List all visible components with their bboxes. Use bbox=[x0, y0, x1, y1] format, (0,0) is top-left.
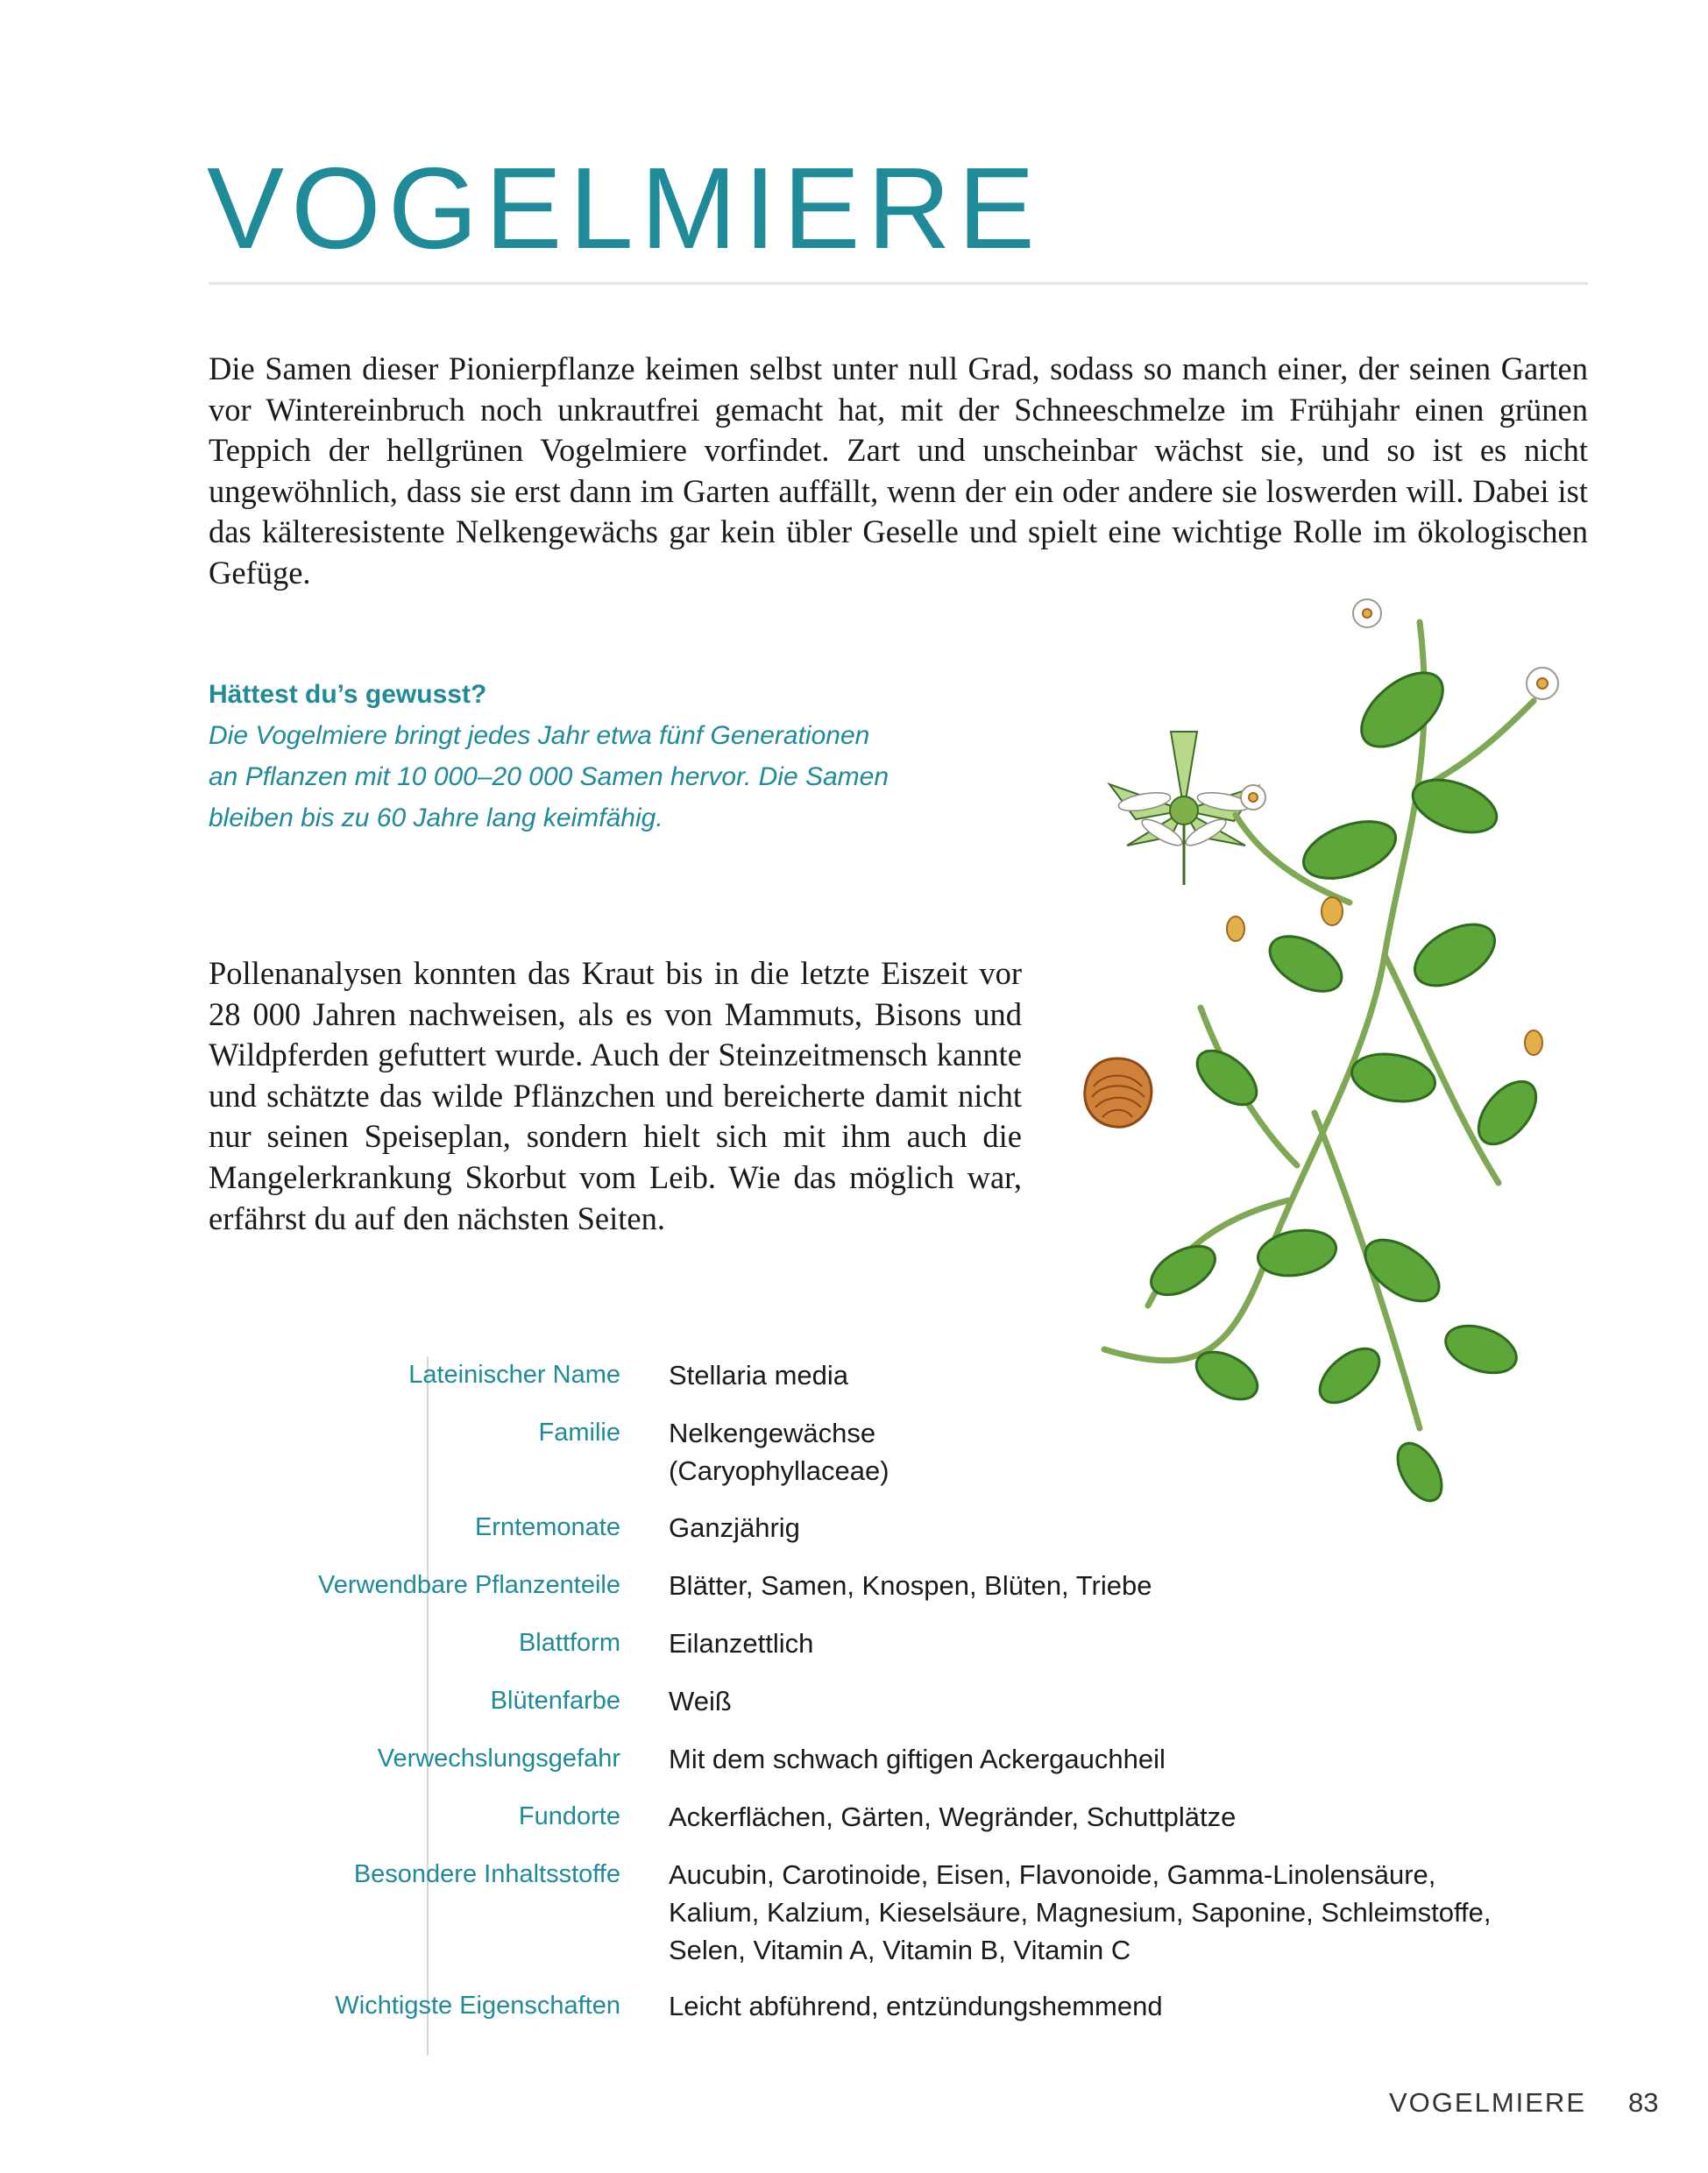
title-divider bbox=[209, 282, 1588, 285]
intro-paragraph: Die Samen dieser Pionierpflanze keimen selbst unter null Grad, sodass so manch einer, der seinen Garten vor Wintereinbruch noch unkrautfrei gemacht hat, mit der Schneeschmelze im Frühjahr einen grünen Teppich der hellgrünen Vogelmiere vorfindet. Zart und unscheinbar wächst sie, und so ist es nicht ungewöhnlich, dass sie erst dann im Garten auffällt, wenn der ein oder andere sie loswerden will. Dabei ist das kälteresistente Nelkengewächs gar kein übler Geselle und spielt eine wichtige Rolle im ökologischen Gefüge. bbox=[209, 350, 1588, 591]
page-number: 83 bbox=[1628, 2087, 1659, 2118]
fact-label: Blattform bbox=[518, 1629, 620, 1657]
fact-box-title: Hättest du’s gewusst? bbox=[209, 680, 487, 709]
fact-value: Blätter, Samen, Knospen, Blüten, Triebe bbox=[669, 1570, 1152, 1601]
fact-value: Ackerflächen, Gärten, Wegränder, Schuttplätze bbox=[669, 1801, 1237, 1832]
fact-box-line: bleiben bis zu 60 Jahre lang keimfähig. bbox=[209, 803, 663, 832]
fact-box-line: an Pflanzen mit 10 000–20 000 Samen hervor. Die Samen bbox=[209, 762, 889, 791]
fact-value: Weiß bbox=[669, 1686, 732, 1716]
running-title: VOGELMIERE bbox=[1389, 2087, 1586, 2118]
fact-label: Verwechslungsgefahr bbox=[377, 1745, 620, 1773]
fact-label: Besondere Inhaltsstoffe bbox=[353, 1860, 620, 1888]
fact-box bbox=[209, 675, 1085, 839]
fact-label: Erntemonate bbox=[474, 1513, 620, 1541]
fact-label: Fundorte bbox=[518, 1802, 620, 1830]
fact-label: Wichtigste Eigenschaften bbox=[335, 1992, 620, 2020]
fact-value: Aucubin, Carotinoide, Eisen, Flavonoide, Gamma-Linolensäure, Kalium, Kalzium, Kieselsäure, Magnesium, Saponine, Schleimstoffe, Selen, Vitamin A, Vitamin B, Vitamin C bbox=[669, 1859, 1492, 1965]
fact-box-line: Die Vogelmiere bringt jedes Jahr etwa fünf Generationen bbox=[209, 721, 870, 750]
body-paragraph: Pollenanalysen konnten das Kraut bis in die letzte Eiszeit vor 28 000 Jahren nachweisen, als es von Mammuts, Bisons und Wildpferden gefuttert wurde. Auch der Steinzeitmensch kannte und schätzte das wilde Pflänzchen und bereicherte damit nicht nur seinen Speiseplan, sondern hielt sich mit ihm auch die Mangelerkrankung Skorbut vom Leib. Wie das möglich war, erfährst du auf den nächsten Seiten. bbox=[209, 955, 1022, 1236]
fact-value: Ganzjährig bbox=[669, 1512, 800, 1543]
fact-value: Nelkengewächse (Caryophyllaceae) bbox=[669, 1418, 889, 1486]
fact-value: Mit dem schwach giftigen Ackergauchheil bbox=[669, 1744, 1166, 1774]
fact-label: Verwendbare Pflanzenteile bbox=[317, 1571, 620, 1599]
fact-label: Blütenfarbe bbox=[490, 1687, 620, 1715]
fact-value: Stellaria media bbox=[669, 1360, 849, 1391]
fact-value: Leicht abführend, entzündungshemmend bbox=[669, 1991, 1163, 2021]
fact-label: Lateinischer Name bbox=[408, 1361, 620, 1389]
fact-label: Familie bbox=[538, 1419, 620, 1447]
fact-value: Eilanzettlich bbox=[669, 1628, 814, 1659]
page-title: VOGELMIERE bbox=[207, 144, 1042, 273]
